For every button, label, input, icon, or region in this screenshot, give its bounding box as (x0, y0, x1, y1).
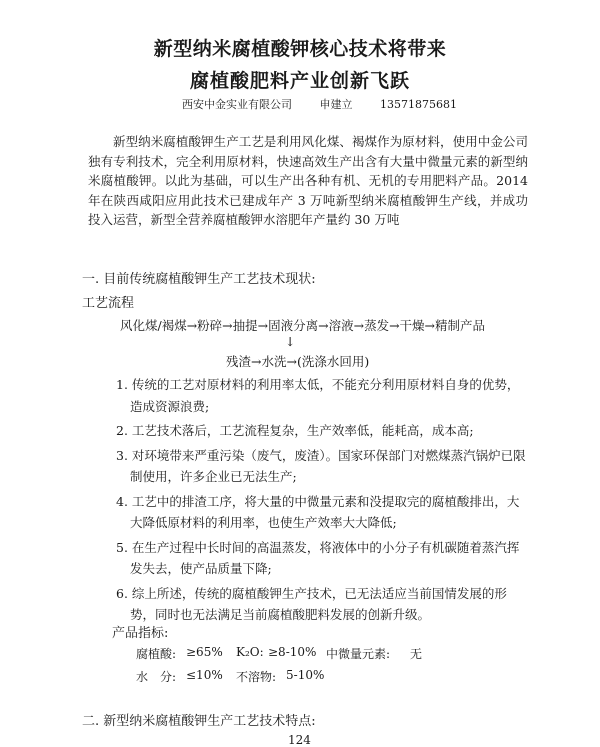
spec-k2o-label: K₂O: (236, 645, 264, 659)
list-item: 5. 在生产过程中长时间的高温蒸发，将液体中的小分子有机碳随着蒸汽挥发失去，使产品质量下降; (116, 539, 520, 576)
author-name: 申建立 (319, 98, 353, 111)
flow-heading: 工艺流程 (82, 296, 135, 311)
spec-trace-label: 中微量元素: (326, 647, 391, 661)
intro-paragraph: 新型纳米腐植酸钾生产工艺是利用风化煤、褐煤作为原材料，使用中金公司独有专利技术，完全利用原材料，快速高效生产出含有大量中微量元素的新型纳米腐植酸钾。以此为基础，可以生产出各种有机、无机的专用肥料产品。2014年在陕西咸阳应用此技术已建成年产 3 万吨新型纳米腐植酸钾生产线，并成功投入运营，新型全营养腐植酸钾水溶肥年产量约 30 万吨 (88, 134, 528, 228)
spec-trace-value: 无 (410, 647, 423, 661)
flow-down-arrow: ↓ (285, 334, 296, 349)
company-name: 西安中金实业有限公司 (182, 98, 292, 111)
section-1-heading: 一. 目前传统腐植酸钾生产工艺技术现状: (82, 272, 316, 287)
spec-water-label: 水 分: (136, 670, 177, 684)
flow-main: 风化煤/褐煤→粉碎→抽提→固液分离→溶液→蒸发→干燥→精制产品 (120, 318, 486, 333)
list-item: 6. 综上所述，传统的腐植酸钾生产技术，已无法适应当前国情发展的形势，同时也无法满足当前腐植酸肥料发展的创新升级。 (116, 585, 507, 622)
issue-list (116, 374, 528, 629)
spec-humic-label: 腐植酸: (136, 647, 177, 661)
byline (182, 96, 481, 112)
spec-insoluble-label: 不溶物: (236, 670, 277, 684)
title-line-1: 新型纳米腐植酸钾核心技术将带来 (153, 38, 447, 60)
list-item: 4. 工艺中的排渣工序，将大量的中微量元素和没提取完的腐植酸排出，大大降低原材料的利用率，也使生产效率大大降低; (116, 493, 520, 530)
page-number: 124 (288, 733, 311, 747)
phone-number: 13571875681 (380, 98, 457, 111)
flow-sub: 残渣→水洗→(洗涤水回用) (226, 354, 370, 369)
list-item: 3. 对环境带来严重污染（废气，废渣）。国家环保部门对燃煤蒸汽锅炉已限制使用，许多企业已无法生产; (116, 447, 526, 484)
spec-water-value: ≤10% (186, 668, 223, 682)
title-line-2: 腐植酸肥料产业创新飞跃 (189, 70, 410, 92)
spec-k2o-value: ≥8-10% (268, 645, 317, 659)
spec-humic-value: ≥65% (186, 645, 223, 659)
section-2-heading: 二. 新型纳米腐植酸钾生产工艺技术特点: (82, 714, 316, 729)
list-item: 2. 工艺技术落后，工艺流程复杂，生产效率低，能耗高，成本高; (116, 423, 474, 438)
list-item: 1. 传统的工艺对原材料的利用率太低，不能充分利用原材料自身的优势，造成资源浪费; (116, 377, 520, 414)
spec-title: 产品指标: (112, 626, 169, 641)
spec-insoluble-value: 5-10% (286, 668, 325, 682)
